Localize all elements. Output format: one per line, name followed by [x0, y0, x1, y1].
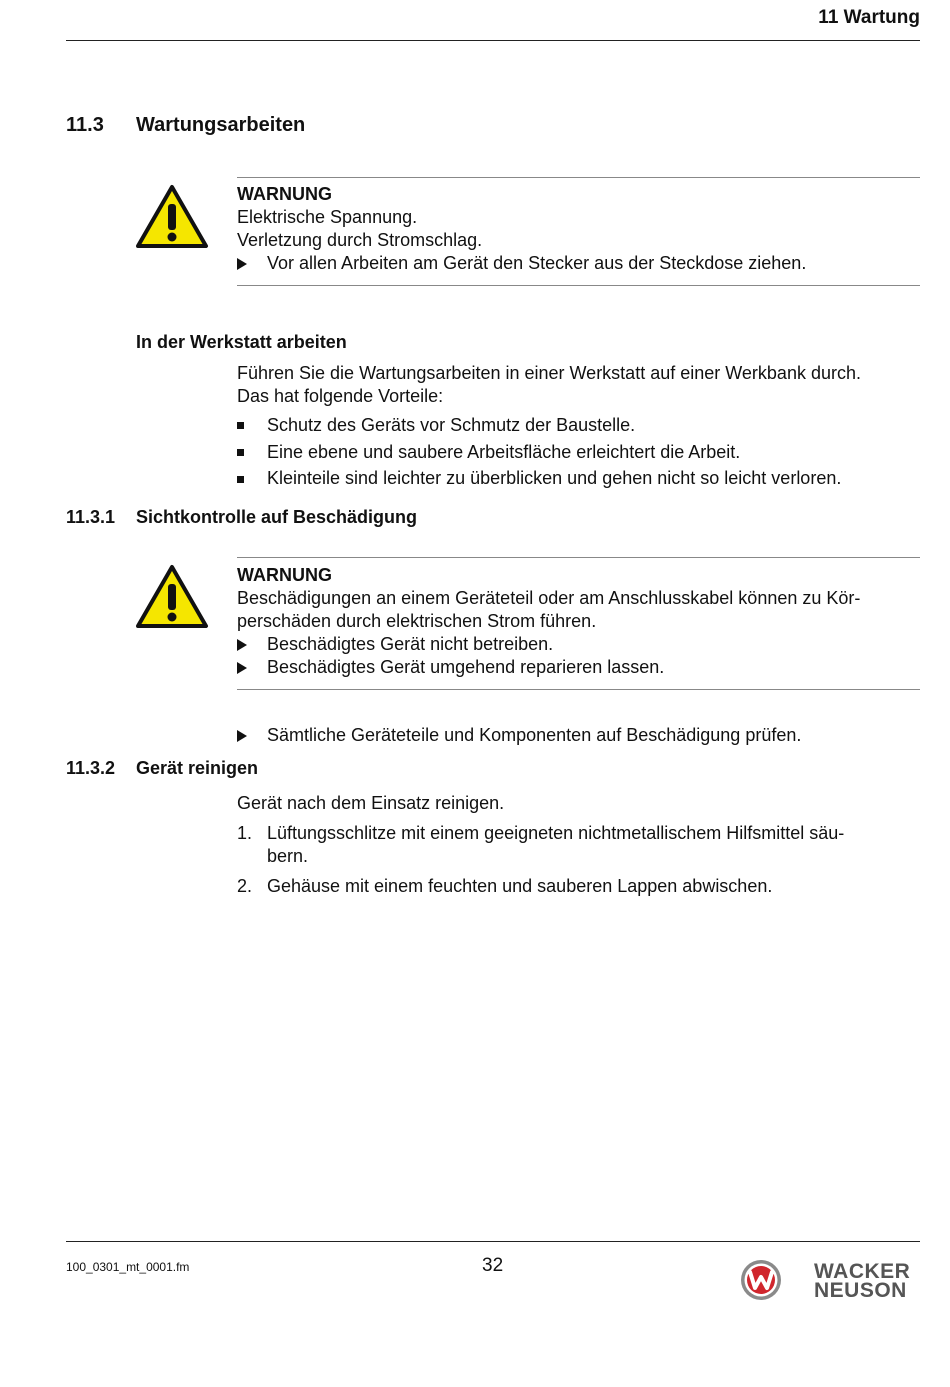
workshop-heading: In der Werkstatt arbeiten — [136, 332, 347, 352]
section-number: 11.3 — [66, 114, 104, 136]
subsection2-number: 11.3.2 — [66, 758, 116, 778]
workshop-intro-line2: Das hat folgende Vorteile: — [237, 386, 444, 406]
warning1-bottom-rule — [237, 285, 920, 286]
warning2-action-2: Beschädigtes Gerät umgehend reparieren lassen. — [267, 657, 665, 677]
brand-wordmark — [814, 1262, 910, 1300]
action-arrow-icon — [237, 662, 247, 674]
cleaning-step-1-line1: Lüftungsschlitze mit einem geeigneten nichtmetallischem Hilfsmittel säu- — [267, 823, 845, 843]
cleaning-step-1-line2: bern. — [267, 846, 309, 866]
action-arrow-icon — [237, 639, 247, 651]
warning1-label: WARNUNG — [237, 184, 332, 204]
section-title: Wartungsarbeiten — [136, 114, 306, 136]
step-number: 1. — [237, 823, 253, 843]
action-arrow-icon — [237, 730, 247, 742]
bullet-icon — [237, 476, 244, 483]
subsection1-number: 11.3.1 — [66, 507, 116, 527]
footer-rule — [66, 1241, 920, 1242]
warning-triangle-icon — [135, 564, 209, 630]
warning1-line1: Elektrische Spannung. — [237, 207, 418, 227]
wacker-neuson-logo-icon — [739, 1258, 783, 1302]
inspection-action: Sämtliche Geräteteile und Komponenten auf Beschädigung prüfen. — [267, 725, 802, 745]
bullet-icon — [237, 422, 244, 429]
bullet-icon — [237, 449, 244, 456]
warning2-bottom-rule — [237, 689, 920, 690]
cleaning-intro: Gerät nach dem Einsatz reinigen. — [237, 793, 505, 813]
footer-filename: 100_0301_mt_0001.fm — [66, 1260, 190, 1274]
workshop-bullet-1: Schutz des Geräts vor Schmutz der Baustelle. — [267, 415, 636, 435]
subsection2-title: Gerät reinigen — [136, 758, 259, 778]
subsection1-title: Sichtkontrolle auf Beschädigung — [136, 507, 418, 527]
warning2-line2: perschäden durch elektrischen Strom führen. — [237, 611, 597, 631]
warning1-line2: Verletzung durch Stromschlag. — [237, 230, 483, 250]
brand-line-2: NEUSON — [814, 1279, 907, 1302]
warning2-label: WARNUNG — [237, 565, 332, 585]
brand-line-1: WACKER — [814, 1260, 911, 1283]
header-rule — [66, 40, 920, 41]
cleaning-step-2-line1: Gehäuse mit einem feuchten und sauberen Lappen abwischen. — [267, 876, 773, 896]
workshop-intro-line1: Führen Sie die Wartungsarbeiten in einer Werkstatt auf einer Werkbank durch. — [237, 363, 861, 383]
workshop-bullet-2: Eine ebene und saubere Arbeitsfläche erleichtert die Arbeit. — [267, 442, 741, 462]
workshop-bullet-3: Kleinteile sind leichter zu überblicken und gehen nicht so leicht verloren. — [267, 468, 842, 488]
step-number: 2. — [237, 876, 253, 896]
chapter-header: 11 Wartung — [818, 7, 920, 28]
warning2-action-1: Beschädigtes Gerät nicht betreiben. — [267, 634, 554, 654]
action-arrow-icon — [237, 258, 247, 270]
page-number: 32 — [482, 1255, 504, 1276]
warning2-line1: Beschädigungen an einem Geräteteil oder am Anschlusskabel können zu Kör- — [237, 588, 861, 608]
warning1-top-rule — [237, 177, 920, 178]
warning-triangle-icon — [135, 184, 209, 250]
warning1-action: Vor allen Arbeiten am Gerät den Stecker aus der Steckdose ziehen. — [267, 253, 807, 273]
warning2-top-rule — [237, 557, 920, 558]
